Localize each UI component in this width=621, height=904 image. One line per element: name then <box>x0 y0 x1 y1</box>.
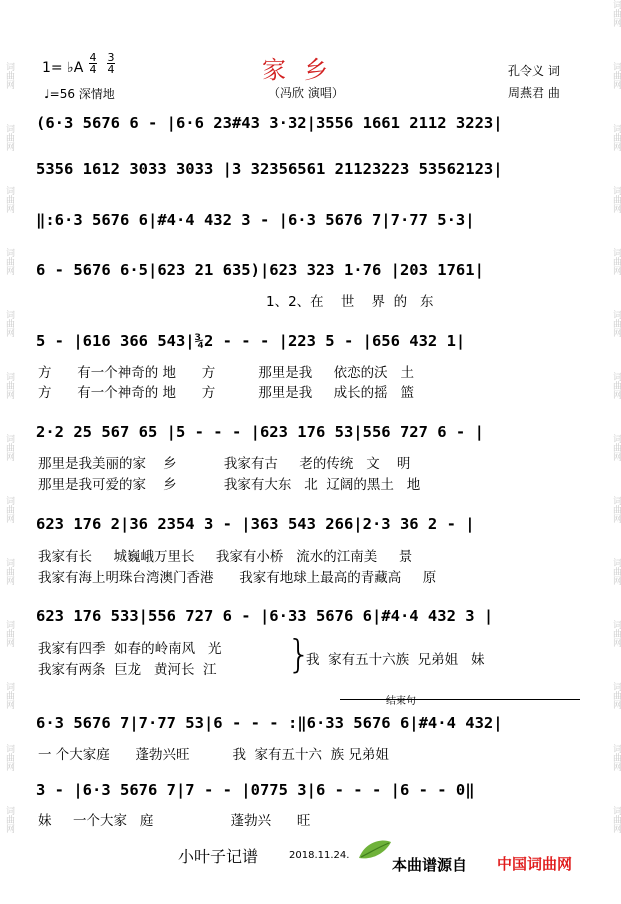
ending-bracket-line <box>340 699 580 700</box>
lyric-row-6: 一 个大家庭 蓬勃兴旺 我 家有五十六 族 兄弟姐 <box>38 747 389 763</box>
score-line-9: 6·3 5676 7|7·77 53|6 - - - :‖6·33 5676 6|#4·4 432| <box>36 714 503 732</box>
watermark-left: 词曲网 词曲网 词曲网 词曲网 词曲网 词曲网 词曲网 词曲网 词曲网 词曲网 词曲网 词曲网 词曲网 <box>4 62 14 833</box>
lyric-row-5b: 我家有两条 巨龙 黄河长 江 <box>38 662 217 678</box>
lyric-row-5a: 我家有四季 如春的岭南风 光 <box>38 641 222 657</box>
composer-credit: 周燕君 曲 <box>508 86 560 100</box>
lyric-row-3a: 那里是我美丽的家 乡 我家有古 老的传统 文 明 <box>38 456 411 472</box>
lyric-row-3b: 那里是我可爱的家 乡 我家有大东 北 辽阔的黑土 地 <box>38 477 421 493</box>
score-line-2: 5356 1612 3033 3033 |3 32356561 21123223 53562123| <box>36 160 503 178</box>
key-signature: 1= ♭A <box>42 60 84 76</box>
lyric-row-2a: 方 有一个神奇的 地 方 那里是我 依恋的沃 土 <box>38 365 415 381</box>
lyric-row-7: 妹 一个大家 庭 蓬勃兴 旺 <box>38 813 311 829</box>
score-line-3: ‖:6·3 5676 6|#4·4 432 3 - |6·3 5676 7|7·77 5·3| <box>36 211 475 229</box>
lyric-row-1: 1、2、在 世 界 的 东 <box>266 294 434 310</box>
lyric-row-5c: 我 家有五十六族 兄弟姐 妹 <box>306 652 485 668</box>
source-label: 本曲谱源自 <box>392 856 468 874</box>
score-line-6: 2·2 25 567 65 |5 - - - |623 176 53|556 727 6 - | <box>36 423 484 441</box>
lyric-row-4b: 我家有海上明珠台湾澳门香港 我家有地球上最高的青藏高 原 <box>38 570 437 586</box>
score-line-10: 3 - |6·3 5676 7|7 - - |0775 3|6 - - - |6 - - 0‖ <box>36 781 475 799</box>
score-line-7: 623 176 2|36 2354 3 - |363 543 266|2·3 36 2 - | <box>36 515 475 533</box>
time-signature-4-4: 4 4 <box>89 51 97 76</box>
score-line-5: 5 - |616 366 543|¾2 - - - |223 5 - |656 432 1| <box>36 332 466 350</box>
song-title: 家乡 <box>262 56 346 84</box>
lyric-brace: } <box>287 632 312 676</box>
tempo-marking: ♩=56 深情地 <box>44 87 115 101</box>
ending-label: 结束句 <box>386 696 416 707</box>
lyricist-credit: 孔令义 词 <box>508 64 560 78</box>
watermark-right: 词曲网 词曲网 词曲网 词曲网 词曲网 词曲网 词曲网 词曲网 词曲网 词曲网 词曲网 词曲网 词曲网 词曲网 <box>611 0 621 833</box>
transcription-date: 2018.11.24. <box>289 850 350 861</box>
site-name: 中国词曲网 <box>497 855 573 873</box>
transcriber-signature: 小叶子记谱 <box>178 847 259 866</box>
lyric-row-4a: 我家有长 城巍峨万里长 我家有小桥 流水的江南美 景 <box>38 549 413 565</box>
leaf-icon <box>357 838 393 862</box>
lyric-row-2b: 方 有一个神奇的 地 方 那里是我 成长的摇 篮 <box>38 385 415 401</box>
time-signature-3-4: 3 4 <box>107 51 115 76</box>
score-line-4: 6 - 5676 6·5|623 21 635)|623 323 1·76 |203 1761| <box>36 261 484 279</box>
score-line-8: 623 176 533|556 727 6 - |6·33 5676 6|#4·4 432 3 | <box>36 607 494 625</box>
score-line-1: (6·3 5676 6 - |6·6 23#43 3·32|3556 1661 2112 3223| <box>36 114 503 132</box>
singer-credit: （冯欣 演唱） <box>268 86 344 100</box>
